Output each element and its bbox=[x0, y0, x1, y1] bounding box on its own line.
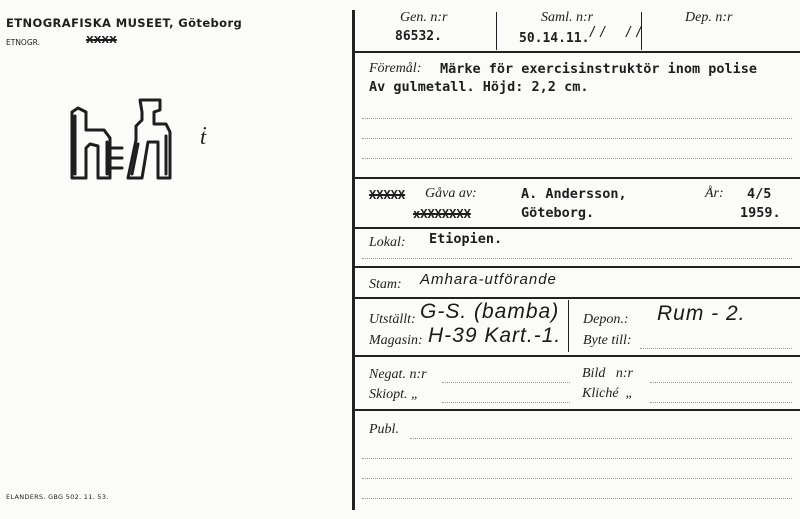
dotted-line bbox=[362, 158, 792, 159]
header-rule bbox=[355, 51, 800, 53]
dotted-line bbox=[650, 382, 792, 383]
dept-struck: XXXX bbox=[86, 35, 117, 46]
byte-label: Byte till: bbox=[583, 333, 632, 348]
section-rule bbox=[355, 227, 800, 229]
dotted-line bbox=[362, 118, 792, 119]
gen-label: Gen. n:r bbox=[400, 10, 448, 25]
card-divider bbox=[352, 10, 355, 510]
negat-label: Negat. n:r bbox=[369, 367, 427, 382]
foremal-label: Föremål: bbox=[369, 61, 422, 76]
gava-name: A. Andersson, bbox=[521, 186, 627, 202]
gen-value: 86532. bbox=[395, 29, 442, 44]
gava-year: 1959. bbox=[740, 205, 781, 221]
object-mark: ṫ bbox=[200, 124, 207, 149]
dotted-line bbox=[640, 348, 792, 349]
publ-label: Publ. bbox=[369, 422, 399, 437]
skiopt-label: Skiopt. „ bbox=[369, 387, 419, 402]
gava-date: 4/5 bbox=[747, 186, 772, 202]
depon-divider bbox=[568, 300, 569, 352]
place-struck: xXXXXXXX bbox=[413, 207, 471, 221]
section-rule bbox=[355, 409, 800, 411]
gava-place: Göteborg. bbox=[521, 205, 595, 221]
bild-label: Bild n:r bbox=[582, 366, 633, 381]
col-divider-1 bbox=[496, 12, 497, 50]
stam-label: Stam: bbox=[369, 277, 402, 292]
saml-label: Saml. n:r bbox=[541, 10, 594, 25]
dotted-line bbox=[362, 478, 792, 479]
dotted-line bbox=[442, 382, 570, 383]
gava-label: Gåva av: bbox=[425, 186, 477, 201]
magasin-label: Magasin: bbox=[369, 333, 423, 348]
saml-handwritten-ticks: / / / / bbox=[590, 24, 642, 41]
lokal-value: Etiopien. bbox=[429, 231, 503, 247]
dotted-line bbox=[362, 458, 792, 459]
foremal-line2: Av gulmetall. Höjd: 2,2 cm. bbox=[369, 79, 589, 95]
dotted-line bbox=[650, 402, 792, 403]
museum-title: ETNOGRAFISKA MUSEET, Göteborg bbox=[6, 16, 243, 30]
printer-footer: ELANDERS. GBG 502. 11. 53. bbox=[6, 493, 109, 501]
section-rule bbox=[355, 266, 800, 268]
dotted-line bbox=[362, 138, 792, 139]
dotted-line bbox=[442, 402, 570, 403]
depon-value: Rum - 2. bbox=[657, 302, 746, 325]
dotted-line bbox=[410, 438, 792, 439]
section-rule bbox=[355, 355, 800, 357]
magasin-value: H-39 Kart.-1. bbox=[428, 324, 562, 347]
utstallt-value: G-S. (bamba) bbox=[420, 300, 560, 323]
stam-value: Amhara-utförande bbox=[420, 271, 557, 288]
saml-value: 50.14.11. bbox=[519, 31, 590, 46]
section-rule bbox=[355, 177, 800, 179]
foremal-line1: Märke för exercisinstruktör inom polise bbox=[440, 61, 757, 77]
kliche-label: Kliché „ bbox=[582, 386, 634, 401]
dotted-line bbox=[362, 498, 792, 499]
dotted-line bbox=[362, 258, 792, 259]
dep-label: Dep. n:r bbox=[685, 10, 733, 25]
gava-struck: XXXXX bbox=[369, 188, 406, 202]
year-label: År: bbox=[705, 186, 724, 201]
object-drawing bbox=[62, 90, 192, 190]
section-rule bbox=[355, 297, 800, 299]
dept-label: ETNOGR. bbox=[6, 38, 40, 47]
utstallt-label: Utställt: bbox=[369, 312, 416, 327]
depon-label: Depon.: bbox=[583, 312, 629, 327]
lokal-label: Lokal: bbox=[369, 235, 406, 250]
